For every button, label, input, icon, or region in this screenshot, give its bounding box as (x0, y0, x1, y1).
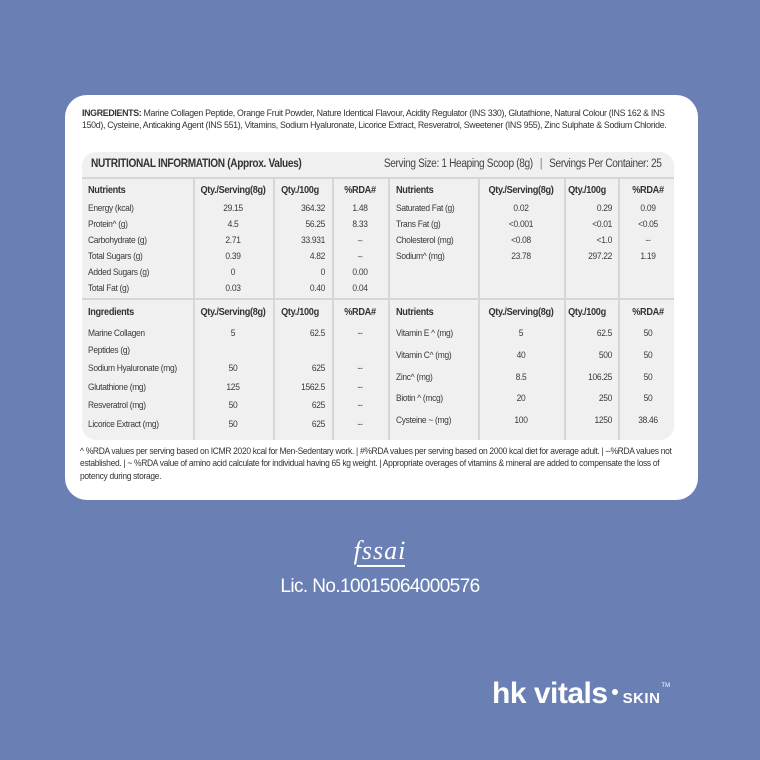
top-right-header-rda: %RDA# (632, 185, 664, 196)
bottom-left-row-name: Sodium Hyaluronate (mg) (88, 362, 177, 373)
nutrition-title: NUTRITIONAL INFORMATION (Approx. Values) (91, 158, 302, 170)
bottom-left-row-rda: -- (357, 418, 363, 429)
nutrition-label-card (65, 95, 698, 500)
top-left-row-rda: – (357, 234, 363, 245)
top-left-row-per100: 0 (320, 266, 325, 277)
bottom-left-header-per100: Qty./100g (281, 307, 319, 318)
bottom-left-header-rda: %RDA# (344, 307, 376, 318)
bottom-right-row-per100: 500 (598, 349, 612, 360)
brand-dot-icon (612, 689, 618, 695)
serving-separator: | (540, 158, 543, 170)
bottom-left-row-serving: 5 (230, 327, 236, 338)
top-left-row-serving: 2.71 (225, 234, 241, 245)
bottom-right-row-rda: 50 (643, 392, 653, 403)
bottom-left-row-rda: -- (357, 399, 363, 410)
top-left-row-rda: 0.04 (352, 282, 368, 293)
bottom-left-header-serving: Qty./Serving(8g) (200, 307, 266, 318)
top-right-header-serving: Qty./Serving(8g) (488, 185, 554, 196)
ingredients-label: INGREDIENTS: (82, 108, 142, 119)
top-left-row-per100: 4.82 (309, 250, 325, 261)
top-right-row-name: Cholesterol (mg) (396, 234, 454, 245)
bottom-right-row-serving: 100 (514, 414, 528, 425)
bottom-left-row-per100: 625 (311, 399, 325, 410)
top-right-row-rda: 0.09 (640, 202, 656, 213)
top-right-row-per100: 297.22 (588, 250, 612, 261)
top-right-row-rda: 1.19 (640, 250, 656, 261)
top-right-header-name: Nutrients (396, 185, 434, 196)
top-right-row-serving: <0.08 (511, 234, 531, 245)
top-left-header-per100: Qty./100g (281, 185, 319, 196)
top-left-row-name: Total Sugars (g) (88, 250, 143, 261)
bottom-left-row-per100: 1562.5 (301, 381, 325, 392)
bottom-right-row-rda: 50 (643, 371, 653, 382)
bottom-right-row-name: Vitamin C^ (mg) (396, 349, 452, 360)
top-left-row-name: Protein^ (g) (88, 218, 128, 229)
bottom-right-header-serving: Qty./Serving(8g) (488, 307, 554, 318)
fssai-underline (357, 565, 405, 567)
bottom-left-row-name: Licorice Extract (mg) (88, 418, 159, 429)
top-left-row-name: Added Sugars (g) (88, 266, 150, 277)
top-left-row-per100: 56.25 (305, 218, 325, 229)
bottom-right-row-rda: 50 (643, 349, 653, 360)
top-left-row-serving: 0.03 (225, 282, 241, 293)
top-right-row-name: Saturated Fat (g) (396, 202, 455, 213)
top-left-row-serving: 29.15 (223, 202, 243, 213)
bottom-left-row-per100: 625 (311, 362, 325, 373)
top-left-header-serving: Qty./Serving(8g) (200, 185, 266, 196)
top-right-row-per100: <0.01 (592, 218, 612, 229)
top-left-row-name: Energy (kcal) (88, 202, 134, 213)
top-right-row-per100: <1.0 (596, 234, 612, 245)
bottom-right-header-name: Nutrients (396, 307, 434, 318)
bottom-left-row-serving: 125 (226, 381, 240, 392)
top-left-row-name: Total Fat (g) (88, 282, 129, 293)
bottom-left-row-name: Glutathione (mg) (88, 381, 146, 392)
nutrition-header (82, 152, 674, 179)
bottom-right-header-rda: %RDA# (632, 307, 664, 318)
nutrition-table (82, 152, 674, 440)
bottom-left-header-name: Ingredients (88, 307, 134, 318)
bottom-right-row-name: Vitamin E ^ (mg) (396, 327, 453, 338)
top-right-row-rda: <0.05 (638, 218, 658, 229)
top-left-row-rda: 0.00 (352, 266, 368, 277)
top-right-row-rda: -- (645, 234, 651, 245)
section-divider (82, 298, 674, 300)
top-left-header-rda: %RDA# (344, 185, 376, 196)
bottom-left-row-name-line2: Peptides (g) (88, 344, 130, 355)
top-left-row-serving: 4.5 (227, 218, 239, 229)
bottom-left-row-rda: -- (357, 362, 363, 373)
servings-per-container: Servings Per Container: 25 (549, 158, 662, 170)
bottom-right-row-rda: 50 (643, 327, 653, 338)
rda-footnote: ^ %RDA values per serving based on ICMR 2020 kcal for Men-Sedentary work. | #%RDA values per serving based on 2000 kcal diet for average adult. | --%RDA values not established. | ~ %RDA value of amino acid calculate for individual having 65 kg weight. | Appropriate overages of vitamins & mineral are added to compensate the loss of potency during storage. (80, 446, 672, 482)
bottom-left-row-per100: 625 (311, 418, 325, 429)
bottom-right-row-name: Zinc^ (mg) (396, 371, 433, 382)
bottom-right-row-serving: 20 (516, 392, 526, 403)
top-left-row-serving: 0 (230, 266, 236, 277)
column-divider (618, 179, 620, 440)
top-left-row-per100: 364.32 (301, 202, 325, 213)
serving-info (384, 158, 662, 170)
ingredients-list: Marine Collagen Peptide, Orange Fruit Powder, Nature Identical Flavour, Acidity Regulator (INS 330), Glutathione, Natural Colour (INS 162 & INS 150d), Cysteine, Anticaking Agent (INS 551), Vitamins, Sodium Hyaluronate, Licorice Extract, Resveratrol, Sweetener (INS 955), Zinc Sulphate & Sodium Chloride. (82, 108, 667, 132)
top-right-row-serving: 23.78 (511, 250, 531, 261)
brand-logo (492, 677, 670, 711)
top-left-row-rda: 8.33 (352, 218, 368, 229)
trademark-mark: TM (661, 683, 671, 689)
bottom-right-row-per100: 1250 (594, 414, 612, 425)
top-right-row-per100: 0.29 (596, 202, 612, 213)
bottom-right-row-rda: 38.46 (638, 414, 658, 425)
top-right-row-name: Trans Fat (g) (396, 218, 441, 229)
column-divider (388, 179, 390, 440)
fssai-logo: fssai (353, 536, 407, 565)
top-left-row-per100: 33.931 (301, 234, 325, 245)
bottom-left-row-per100: 62.5 (309, 327, 325, 338)
bottom-left-row-name: Marine Collagen (88, 327, 145, 338)
bottom-right-row-per100: 250 (598, 392, 612, 403)
fssai-license-number: Lic. No.10015064000576 (280, 576, 480, 597)
top-left-row-serving: 0.39 (225, 250, 241, 261)
bottom-right-row-per100: 62.5 (596, 327, 612, 338)
bottom-right-row-name: Biotin ^ (mcg) (396, 392, 443, 403)
bottom-left-row-rda: -- (357, 327, 363, 338)
bottom-right-row-per100: 106.25 (588, 371, 612, 382)
top-right-row-serving: 0.02 (513, 202, 529, 213)
bottom-right-row-serving: 40 (516, 349, 526, 360)
brand-name: hk vitals (492, 677, 608, 710)
top-left-row-rda: 1.48 (352, 202, 368, 213)
bottom-right-header-per100: Qty./100g (568, 307, 606, 318)
top-left-row-per100: 0.40 (309, 282, 325, 293)
top-left-row-rda: – (357, 250, 363, 261)
brand-line: SKIN (622, 690, 661, 707)
top-left-row-name: Carbohydrate (g) (88, 234, 147, 245)
bottom-left-row-serving: 50 (228, 418, 238, 429)
bottom-right-row-serving: 5 (518, 327, 524, 338)
ingredients-text (82, 108, 680, 133)
bottom-right-row-name: Cysteine ~ (mg) (396, 414, 452, 425)
top-right-header-per100: Qty./100g (568, 185, 606, 196)
bottom-left-row-serving: 50 (228, 362, 238, 373)
top-left-header-name: Nutrients (88, 185, 126, 196)
bottom-left-row-rda: -- (357, 381, 363, 392)
top-right-row-name: Sodium^ (mg) (396, 250, 445, 261)
bottom-right-row-serving: 8.5 (515, 371, 527, 382)
bottom-left-row-serving: 50 (228, 399, 238, 410)
serving-size: Serving Size: 1 Heaping Scoop (8g) (384, 158, 534, 170)
bottom-left-row-name: Resveratrol (mg) (88, 399, 146, 410)
top-right-row-serving: <0.001 (508, 218, 534, 229)
